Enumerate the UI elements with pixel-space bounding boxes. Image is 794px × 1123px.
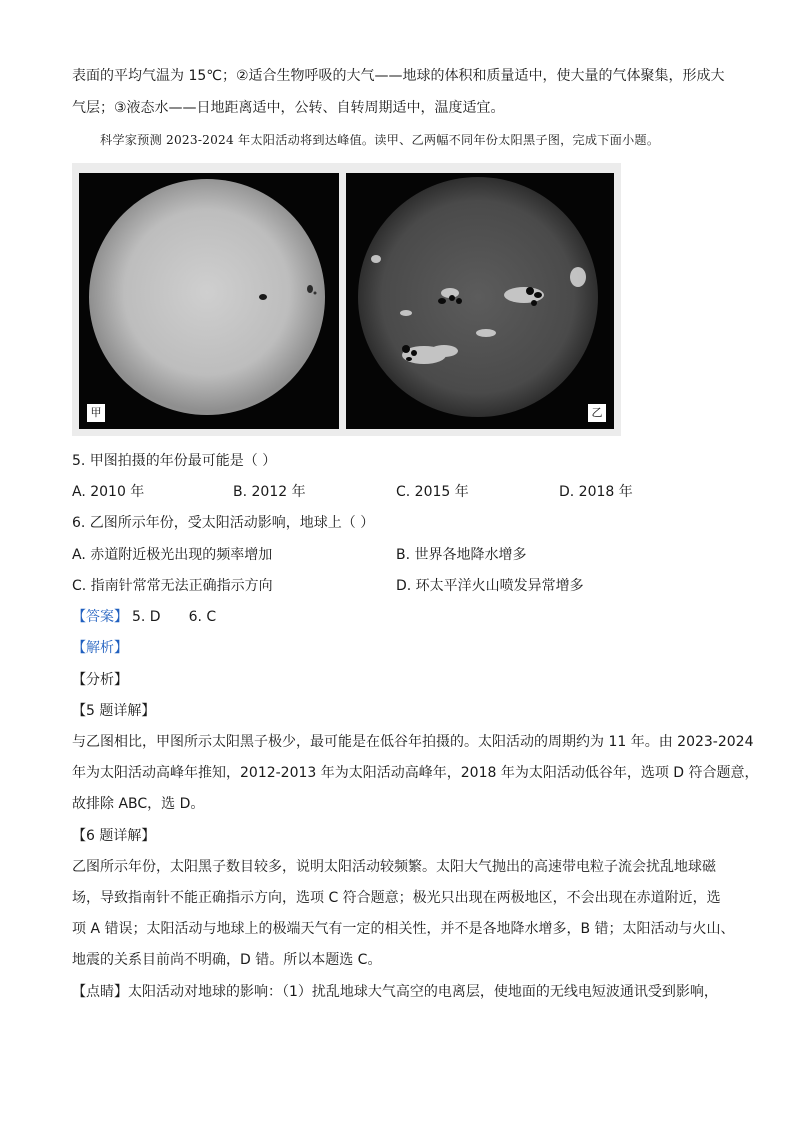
q6-option-c: C. 指南针常常无法正确指示方向 xyxy=(72,578,273,594)
fenxi-label: 【分析】 xyxy=(72,672,128,688)
answer-row xyxy=(72,607,216,627)
panel-label-yi: 乙 xyxy=(588,404,606,422)
answer-5: 5. D xyxy=(132,609,161,625)
q5-option-d: D. 2018 年 xyxy=(559,484,633,500)
question-6-stem: 6. 乙图所示年份，受太阳活动影响，地球上（ ） xyxy=(72,515,375,531)
sunspot-figure xyxy=(72,163,621,436)
sun-disk-quiet xyxy=(79,173,339,429)
q6-detail-label: 【6 题详解】 xyxy=(72,828,156,844)
q5-detail-line: 与乙图相比，甲图所示太阳黑子极少，最可能是在低谷年拍摄的。太阳活动的周期约为 11 年。由 2023-2024 xyxy=(72,734,754,750)
q5-option-c: C. 2015 年 xyxy=(396,484,469,500)
question-5-stem: 5. 甲图拍摄的年份最可能是（ ） xyxy=(72,453,277,469)
text-line: 气层；③液态水——日地距离适中，公转、自转周期适中，温度适宜。 xyxy=(72,100,505,116)
q6-detail-line: 场，导致指南针不能正确指示方向，选项 C 符合题意；极光只出现在两极地区，不会出现在赤道附近，选 xyxy=(72,890,721,906)
answer-6: 6. C xyxy=(188,609,217,625)
answer-label: 【答案】 xyxy=(72,609,128,625)
sun-image-yi xyxy=(346,173,614,429)
q5-detail-line: 故排除 ABC，选 D。 xyxy=(72,796,205,812)
q6-detail-line: 地震的关系目前尚不明确，D 错。所以本题选 C。 xyxy=(72,952,382,968)
dianjing-text: 太阳活动对地球的影响：（1）扰乱地球大气高空的电离层，使地面的无线电短波通讯受到影响， xyxy=(128,984,718,1000)
q6-detail-line: 乙图所示年份，太阳黑子数目较多，说明太阳活动较频繁。太阳大气抛出的高速带电粒子流会扰乱地球磁 xyxy=(72,859,716,875)
q5-option-a: A. 2010 年 xyxy=(72,484,145,500)
dianjing-row xyxy=(72,982,718,1002)
q6-option-a: A. 赤道附近极光出现的频率增加 xyxy=(72,547,273,563)
q5-detail-label: 【5 题详解】 xyxy=(72,703,156,719)
panel-label-jia: 甲 xyxy=(87,404,105,422)
analysis-label: 【解析】 xyxy=(72,640,128,656)
dianjing-label: 【点睛】 xyxy=(72,984,128,1000)
sun-image-jia xyxy=(79,173,339,429)
q6-option-b: B. 世界各地降水增多 xyxy=(396,547,527,563)
sun-disk-active xyxy=(346,173,614,429)
q5-detail-line: 年为太阳活动高峰年推知，2012-2013 年为太阳活动高峰年，2018 年为太阳活动低谷年，选项 D 符合题意， xyxy=(72,765,759,781)
question-intro: 科学家预测 2023-2024 年太阳活动将到达峰值。读甲、乙两幅不同年份太阳黑子图，完成下面小题。 xyxy=(100,133,660,147)
text-line: 表面的平均气温为 15℃；②适合生物呼吸的大气——地球的体积和质量适中，使大量的气体聚集，形成大 xyxy=(72,68,725,84)
q5-option-b: B. 2012 年 xyxy=(233,484,306,500)
q6-option-d: D. 环太平洋火山喷发异常增多 xyxy=(396,578,584,594)
q6-detail-line: 项 A 错误；太阳活动与地球上的极端天气有一定的相关性，并不是各地降水增多，B 错；太阳活动与火山、 xyxy=(72,921,735,937)
